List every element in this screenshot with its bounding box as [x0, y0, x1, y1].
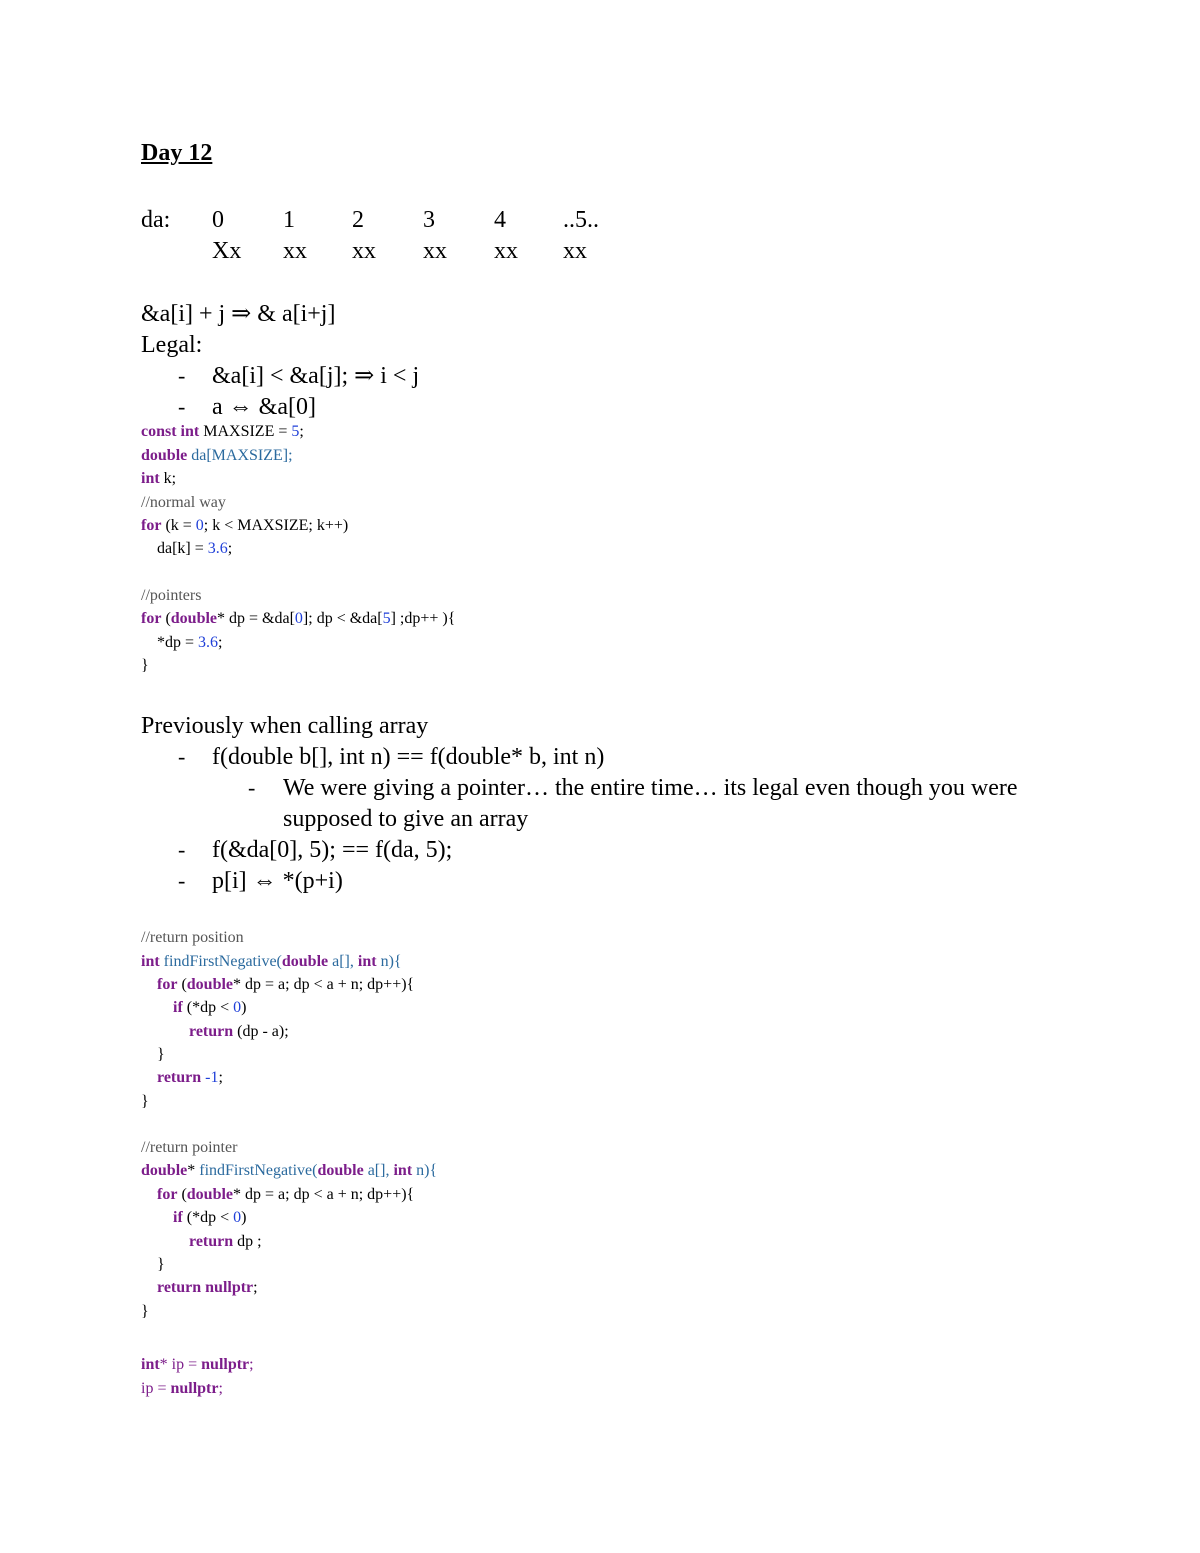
code-line: }	[141, 1256, 165, 1273]
section-heading: Previously when calling array	[141, 713, 429, 739]
code-line: int k;	[141, 470, 177, 487]
code-line: int* ip = nullptr;	[141, 1356, 254, 1373]
array-value: xx	[423, 238, 447, 264]
array-value: xx	[283, 238, 307, 264]
array-index: 1	[283, 207, 295, 233]
bullet-dash: -	[178, 394, 186, 419]
bullet-dash: -	[178, 363, 186, 388]
code-line: }	[141, 1303, 149, 1320]
code-line: *dp = 3.6;	[141, 634, 223, 651]
prev-item: f(double b[], int n) == f(double* b, int n)	[212, 744, 605, 770]
bullet-dash: -	[178, 837, 186, 862]
array-index: 0	[212, 207, 224, 233]
code-line: for (double* dp = a; dp < a + n; dp++){	[141, 976, 415, 993]
code-line: return nullptr;	[141, 1279, 258, 1296]
bullet-dash: -	[178, 744, 186, 769]
code-comment: //normal way	[141, 494, 226, 511]
code-line: for (double* dp = &da[0]; dp < &da[5] ;dp++ ){	[141, 610, 456, 627]
code-line: double da[MAXSIZE];	[141, 447, 293, 464]
code-line: }	[141, 1046, 165, 1063]
code-line: return -1;	[141, 1069, 223, 1086]
code-line: if (*dp < 0)	[141, 1209, 247, 1226]
array-label: da:	[141, 207, 171, 233]
code-line: return dp ;	[141, 1233, 262, 1250]
code-line: }	[141, 1093, 149, 1110]
array-index: 3	[423, 207, 435, 233]
bullet-dash: -	[248, 775, 256, 800]
page-title: Day 12	[141, 140, 213, 166]
array-index: 4	[494, 207, 506, 233]
code-line: const int MAXSIZE = 5;	[141, 423, 304, 440]
legal-item: &a[i] < &a[j]; ⇒ i < j	[212, 363, 420, 389]
code-comment: //return position	[141, 929, 244, 946]
bullet-dash: -	[178, 868, 186, 893]
note-address-arithmetic: &a[i] + j ⇒ & a[i+j]	[141, 301, 336, 327]
array-value: Xx	[212, 238, 242, 264]
array-index: 2	[352, 207, 364, 233]
code-line: }	[141, 657, 149, 674]
code-line: for (k = 0; k < MAXSIZE; k++)	[141, 517, 349, 534]
code-line: for (double* dp = a; dp < a + n; dp++){	[141, 1186, 415, 1203]
code-line: if (*dp < 0)	[141, 999, 247, 1016]
prev-item: p[i] ⇔ *(p+i)	[212, 868, 343, 894]
array-value: xx	[352, 238, 376, 264]
array-value: xx	[563, 238, 587, 264]
code-comment: //pointers	[141, 587, 202, 604]
code-line: return (dp - a);	[141, 1023, 289, 1040]
legal-item: a ⇔ &a[0]	[212, 394, 316, 420]
code-line: int findFirstNegative(double a[], int n){	[141, 953, 402, 970]
note-legal-heading: Legal:	[141, 332, 203, 358]
prev-subitem-cont: supposed to give an array	[283, 806, 529, 832]
code-comment: //return pointer	[141, 1139, 238, 1156]
code-line: double* findFirstNegative(double a[], int n){	[141, 1162, 438, 1179]
prev-subitem: We were giving a pointer… the entire time… its legal even though you were	[283, 775, 1018, 801]
prev-item: f(&da[0], 5); == f(da, 5);	[212, 837, 453, 863]
array-value: xx	[494, 238, 518, 264]
array-index: ..5..	[563, 207, 599, 233]
code-line: da[k] = 3.6;	[141, 540, 233, 557]
code-line: ip = nullptr;	[141, 1380, 223, 1397]
